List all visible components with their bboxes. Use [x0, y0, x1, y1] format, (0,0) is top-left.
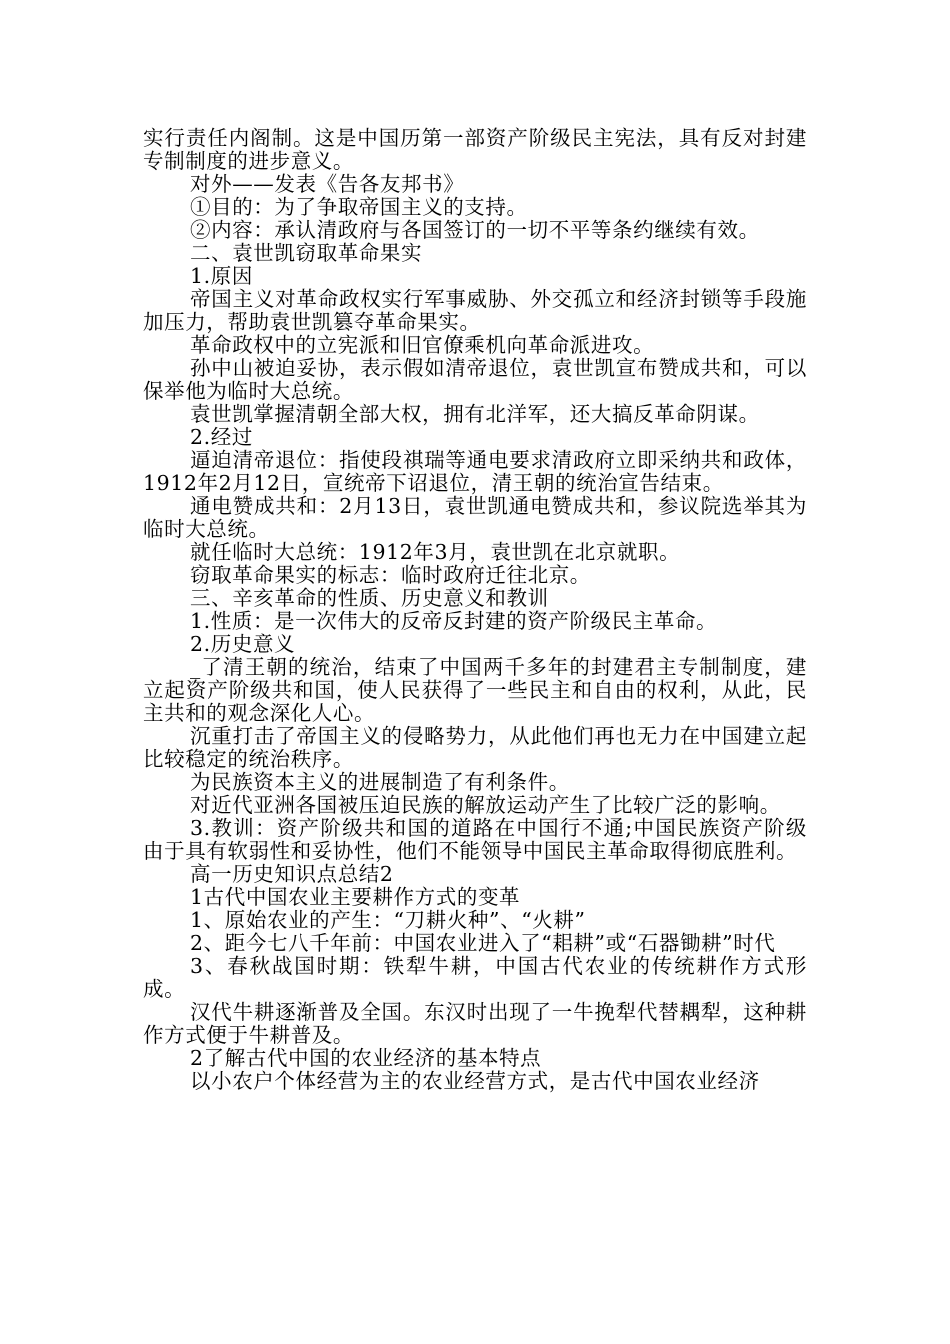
paragraph: ①目的：为了争取帝国主义的支持。 [190, 195, 528, 219]
subsection-heading: 2.历史意义 [190, 632, 296, 656]
paragraph: ②内容：承认清政府与各国签订的一切不平等条约继续有效。 [190, 218, 760, 242]
paragraph: 帝国主义对革命政权实行军事威胁、外交孤立和经济封锁等手段施加压力，帮助袁世凯篡夺革命果实。 [143, 287, 807, 334]
paragraph: 逼迫清帝退位：指使段祺瑞等通电要求清政府立即采纳共和政体，1912年2月12日，宣统帝下诏退位，清王朝的统治宣告结束。 [143, 448, 807, 495]
paragraph: _了清王朝的统治，结束了中国两千多年的封建君主专制制度，建立起资产阶级共和国，使人民获得了一些民主和自由的权利，从此，民主共和的观念深化人心。 [143, 655, 807, 725]
paragraph: 革命政权中的立宪派和旧官僚乘机向革命派进攻。 [190, 333, 655, 357]
section-heading: 高一历史知识点总结2 [190, 862, 394, 886]
paragraph: 3、春秋战国时期：铁犁牛耕，中国古代农业的传统耕作方式形成。 [143, 954, 807, 1001]
paragraph: 袁世凯掌握清朝全部大权，拥有北洋军，还大搞反革命阴谋。 [190, 402, 760, 426]
paragraph: 以小农户个体经营为主的农业经营方式，是古代中国农业经济 [190, 1069, 760, 1093]
subsection-heading: 1.原因 [190, 264, 253, 288]
paragraph: 通电赞成共和：2月13日，袁世凯通电赞成共和，参议院选举其为临时大总统。 [143, 494, 807, 541]
paragraph: 2、距今七八千年前：中国农业进入了“耜耕”或“石器锄耕”时代 [190, 931, 776, 955]
paragraph: 对近代亚洲各国被压迫民族的解放运动产生了比较广泛的影响。 [190, 793, 781, 817]
document-body [143, 127, 807, 1093]
paragraph: 为民族资本主义的进展制造了有利条件。 [190, 770, 570, 794]
paragraph: 孙中山被迫妥协，表示假如清帝退位，袁世凯宣布赞成共和，可以保举他为临时大总统。 [143, 356, 807, 403]
paragraph: 就任临时大总统：1912年3月，袁世凯在北京就职。 [190, 540, 681, 564]
paragraph: 1、原始农业的产生：“刀耕火种”、“火耕” [190, 908, 586, 932]
paragraph: 沉重打击了帝国主义的侵略势力，从此他们再也无力在中国建立起比较稳定的统治秩序。 [143, 724, 807, 771]
paragraph: 1.性质：是一次伟大的反帝反封建的资产阶级民主革命。 [190, 609, 718, 633]
section-heading: 二、袁世凯窃取革命果实 [190, 241, 423, 265]
paragraph: 3.教训：资产阶级共和国的道路在中国行不通;中国民族资产阶级由于具有软弱性和妥协性，他们不能领导中国民主革命取得彻底胜利。 [143, 816, 807, 863]
paragraph: 汉代牛耕逐渐普及全国。东汉时出现了一牛挽犁代替耦犁，这种耕作方式便于牛耕普及。 [143, 1000, 807, 1047]
subsection-heading: 2了解古代中国的农业经济的基本特点 [190, 1046, 542, 1070]
paragraph: 对外——发表《告各友邦书》 [190, 172, 465, 196]
paragraph: 实行责任内阁制。这是中国历第一部资产阶级民主宪法，具有反对封建专制制度的进步意义。 [143, 126, 807, 173]
subsection-heading: 1古代中国农业主要耕作方式的变革 [190, 885, 521, 909]
paragraph: 窃取革命果实的标志：临时政府迁往北京。 [190, 563, 591, 587]
subsection-heading: 2.经过 [190, 425, 253, 449]
section-heading: 三、辛亥革命的性质、历史意义和教训 [190, 586, 549, 610]
